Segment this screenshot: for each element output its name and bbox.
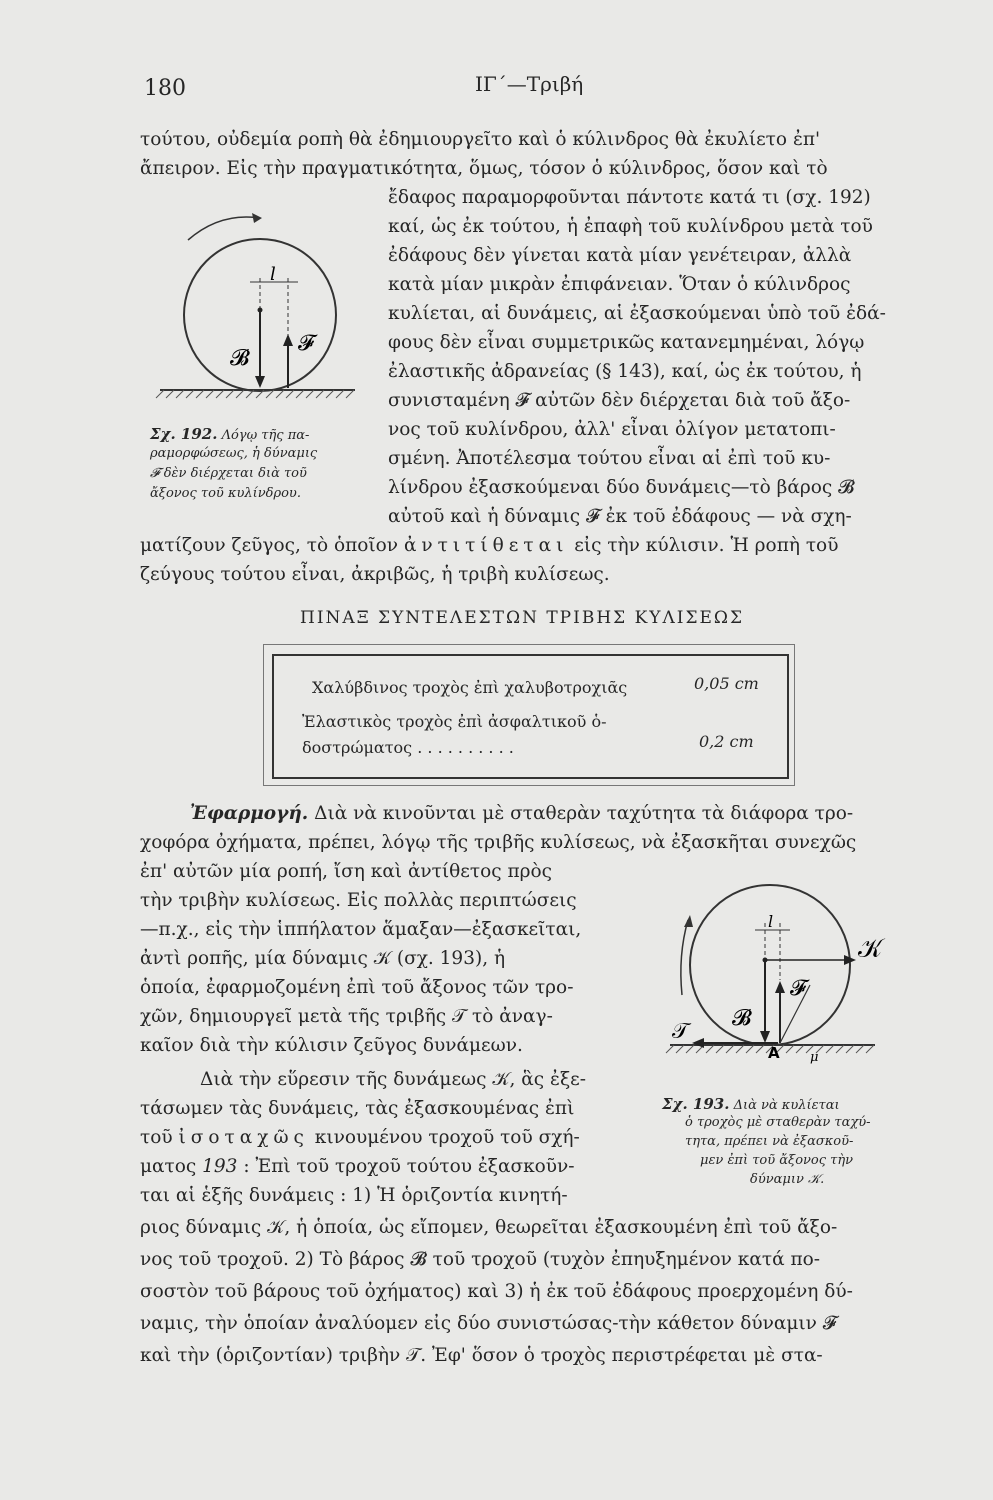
text-line: Διὰ τὴν εὕρεσιν τῆς δυνάμεως 𝒦, ἃς ἐξε- [200, 1069, 586, 1090]
text-line [190, 802, 853, 826]
figure-193-caption-line: ὁ τροχὸς μὲ σταθερὰν ταχύ- [685, 1115, 871, 1130]
figure-193-caption-line: μεν ἐπὶ τοῦ ἄξονος τὴν [700, 1153, 854, 1168]
text-line: —π.χ., εἰς τὴν ἱππήλατον ἅμαξαν—ἐξασκεῖται, [140, 919, 582, 940]
arrow-head [283, 334, 293, 346]
section-heading: Ἐφαρμογή. [190, 803, 309, 824]
arrow-head [252, 213, 262, 223]
text-line: ἐλαστικῆς ἀδρανείας (§ 143), καί, ὡς ἐκ τούτου, ἡ [388, 361, 862, 382]
text-span: : Ἐπὶ τοῦ τροχοῦ τούτου ἐξασκοῦν- [237, 1156, 575, 1177]
table-row-2-label-cont: δοστρώματος . . . . . . . . . . [302, 738, 514, 757]
arrow-head [760, 1031, 770, 1043]
rotation-arrow [681, 920, 688, 995]
table-row-1-label: Χαλύβδινος τροχὸς ἐπὶ χαλυβοτροχιᾶς [312, 678, 628, 697]
text-line [140, 534, 838, 558]
arrow-head [255, 376, 265, 388]
label-mu: μ [810, 1050, 819, 1065]
text-line: ναμις, τὴν ὁποίαν ἀναλύομεν εἰς δύο συνιστώσας-τὴν κάθετον δύναμιν 𝓕 [140, 1313, 837, 1334]
figure-193-caption-line [662, 1095, 840, 1115]
emphasized-text: ἀντιτίθεται [403, 535, 569, 556]
text-line: ἄπειρον. Εἰς τὴν πραγματικότητα, ὅμως, τόσον ὁ κύλινδρος, ὅσον καὶ τὸ [140, 158, 828, 179]
text-line: λίνδρου ἐξασκούμεναι δύο δυνάμεις—τὸ βάρος 𝓑 [388, 477, 855, 498]
text-line: αὐτοῦ καὶ ἡ δύναμις 𝓕 ἐκ τοῦ ἐδάφους — νὰ σχη- [388, 506, 852, 527]
text-line: χοφόρα ὀχήματα, πρέπει, λόγῳ τῆς τριβῆς κυλίσεως, νὰ ἐξασκῆται συνεχῶς [140, 832, 857, 853]
table-row-2-label: Ἐλαστικὸς τροχὸς ἐπὶ ἀσφαλτικοῦ ὁ- [302, 712, 607, 731]
label-B: 𝓑 [732, 1006, 752, 1031]
label-A: A [768, 1044, 780, 1062]
page-header [140, 72, 920, 102]
rotation-arrow [188, 217, 260, 240]
coefficients-table [272, 654, 789, 779]
figure-192 [150, 200, 370, 400]
table-row-2-value: 0,2 cm [699, 732, 754, 751]
text-line: νος τοῦ κυλίνδρου, ἀλλ' εἶναι ὀλίγον μετατοπι- [388, 419, 836, 440]
text-line: ται αἱ ἑξῆς δυνάμεις : 1) Ἡ ὁριζοντία κινητή- [140, 1185, 568, 1206]
arrow-head [684, 915, 693, 927]
text-line [140, 1155, 575, 1179]
text-span: ματίζουν ζεῦγος, τὸ ὁποῖον [140, 535, 404, 556]
label-F: 𝓕 [298, 331, 315, 356]
arrow-head [692, 1038, 704, 1048]
figure-193-caption-line: τητα, πρέπει νὰ ἐξασκοῦ- [685, 1134, 854, 1149]
text-line: συνισταμένη 𝓕 αὐτῶν δὲν διέρχεται διὰ τοῦ ἄξο- [388, 390, 851, 411]
label-B: 𝓑 [230, 346, 250, 371]
text-line: νος τοῦ τροχοῦ. 2) Τὸ βάρος 𝓑 τοῦ τροχοῦ (τυχὸν ἐπηυξημένον κατά πο- [140, 1249, 821, 1270]
text-line: τάσωμεν τὰς δυνάμεις, τὰς ἐξασκουμένας ἐπὶ [140, 1098, 575, 1119]
text-line: καῖον διὰ τὴν κύλισιν ζεῦγος δυνάμεων. [140, 1035, 523, 1056]
text-line [140, 1126, 580, 1150]
text-span: Διὰ νὰ κινοῦνται μὲ σταθερὰν ταχύτητα τὰ διάφορα τρο- [308, 803, 854, 824]
table-title: ΠΙΝΑΞ ΣΥΝΤΕΛΕΣΤΩΝ ΤΡΙΒΗΣ ΚΥΛΙΣΕΩΣ [300, 608, 745, 628]
label-T: 𝒯 [672, 1019, 689, 1044]
arrow-head [775, 981, 785, 993]
text-line: ἀντὶ ροπῆς, μία δύναμις 𝒦 (σχ. 193), ἡ [140, 948, 506, 969]
figure-192-caption-line [150, 425, 309, 445]
text-line: καὶ τὴν (ὁριζοντίαν) τριβὴν 𝒯. Ἐφ' ὅσον ὁ τροχὸς περιστρέφεται μὲ στα- [140, 1345, 823, 1366]
emphasized-text: ἰσοταχῶς [178, 1127, 309, 1148]
table-row-1-value: 0,05 cm [694, 674, 759, 693]
text-line: κατὰ μίαν μικρὰν ἐπιφάνειαν. Ὅταν ὁ κύλινδρος [388, 274, 851, 295]
text-span: εἰς τὴν κύλισιν. Ἡ ροπὴ τοῦ [568, 535, 839, 556]
text-line: ἐπ' αὐτῶν μία ροπή, ἴση καὶ ἀντίθετος πρὸς [140, 861, 553, 882]
caption-text: Διὰ νὰ κυλίεται [733, 1098, 840, 1113]
text-line: κυλίεται, αἱ δυνάμεις, αἱ ἐξασκούμεναι ὑπὸ τοῦ ἐδά- [388, 303, 886, 324]
text-line: ριος δύναμις 𝒦, ἡ ὁποία, ὡς εἴπομεν, θεωρεῖται ἐξασκουμένη ἐπὶ τοῦ ἄξο- [140, 1217, 838, 1238]
figure-number: Σχ. 192. [150, 425, 218, 443]
running-title: ΙΓ΄—Τριβή [475, 72, 584, 96]
text-line: ἔδαφος παραμορφοῦνται πάντοτε κατά τι (σχ. 192) [388, 187, 871, 208]
figure-number: Σχ. 193. [662, 1095, 730, 1113]
figure-192-caption-line: ραμορφώσεως, ἡ δύναμις [150, 446, 318, 461]
figure-reference: 193 [202, 1156, 238, 1177]
figure-193 [660, 875, 910, 1075]
text-span: τοῦ [140, 1127, 179, 1148]
label-l: l [768, 912, 774, 931]
caption-text: Λόγῳ τῆς πα- [221, 428, 310, 443]
wheel-circle [690, 885, 850, 1045]
text-line: καί, ὡς ἐκ τούτου, ἡ ἐπαφὴ τοῦ κυλίνδρου μετὰ τοῦ [388, 216, 873, 237]
page-number: 180 [144, 76, 186, 101]
axis-point [258, 308, 263, 313]
axis-point [763, 958, 768, 963]
label-F: 𝓕 [790, 976, 807, 1001]
text-line: ἐδάφους δὲν γίνεται κατὰ μίαν γενέτειραν, ἀλλὰ [388, 245, 852, 266]
text-line: χῶν, δημιουργεῖ μετὰ τῆς τριβῆς 𝒯 τὸ ἀναγ- [140, 1006, 553, 1027]
label-l: l [270, 264, 276, 285]
text-line: φους δὲν εἶναι συμμετρικῶς κατανεμημέναι, λόγῳ [388, 332, 865, 353]
figure-192-caption-line: 𝓕 δὲν διέρχεται διὰ τοῦ [150, 466, 307, 481]
text-span: ματος [140, 1156, 203, 1177]
text-line: τὴν τριβὴν κυλίσεως. Εἰς πολλὰς περιπτώσεις [140, 890, 577, 911]
label-K: 𝒦 [858, 934, 883, 964]
figure-193-caption-line: δύναμιν 𝒦. [750, 1172, 825, 1187]
text-span: κινουμένου τροχοῦ τοῦ σχή- [308, 1127, 580, 1148]
text-line: τούτου, οὐδεμία ροπὴ θὰ ἐδημιουργεῖτο καὶ ὁ κύλινδρος θὰ ἐκυλίετο ἐπ' [140, 129, 821, 150]
figure-192-caption-line: ἄξονος τοῦ κυλίνδρου. [150, 486, 301, 501]
text-line: ὁποία, ἐφαρμοζομένη ἐπὶ τοῦ ἄξονος τῶν τρο- [140, 977, 574, 998]
text-line: σοστὸν τοῦ βάρους τοῦ ὀχήματος) καὶ 3) ἡ ἐκ τοῦ ἐδάφους προερχομένη δύ- [140, 1281, 853, 1302]
text-line: ζεύγους τούτου εἶναι, ἀκριβῶς, ἡ τριβὴ κυλίσεως. [140, 564, 610, 585]
text-line: σμένη. Ἀποτέλεσμα τούτου εἶναι αἱ ἐπὶ τοῦ κυ- [388, 448, 831, 469]
